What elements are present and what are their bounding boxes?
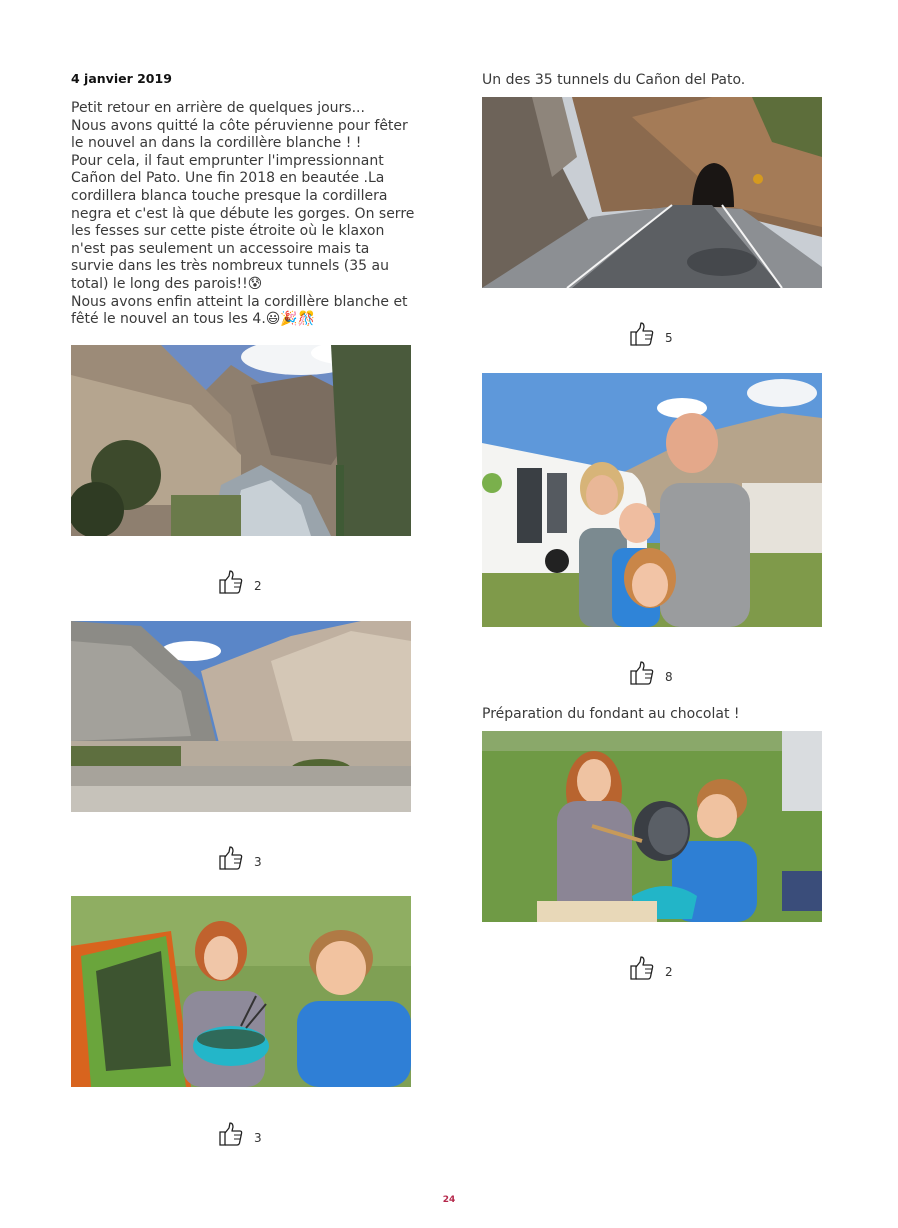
- photo-canyon-river: [71, 345, 411, 536]
- post-paragraph: Pour cela, il faut emprunter l'impressionnant Cañon del Pato. Une fin 2018 en beautée .La cordillera blanca touche presque la cordillera negra et c'est là que débute les gorges. On serre les fesses sur cette piste étroite où le klaxon n'est pas seulement un accessoire mais ta survie dans les très nombreux tunnels (35 au total) le long des parois!!😰: [71, 152, 415, 292]
- post-paragraph: Nous avons quitté la côte péruvienne pour fêter le nouvel an dans la cordillère blanche ! !: [71, 117, 408, 152]
- thumbs-up-icon[interactable]: [218, 1121, 244, 1147]
- photo-caption-fondant: Préparation du fondant au chocolat !: [482, 706, 740, 722]
- like-count: 5: [665, 331, 673, 345]
- thumbs-up-icon[interactable]: [629, 321, 655, 347]
- like-count: 2: [665, 965, 673, 979]
- like-counter[interactable]: [629, 321, 673, 347]
- thumbs-up-icon[interactable]: [629, 955, 655, 981]
- photo-caption-tunnel: Un des 35 tunnels du Cañon del Pato.: [482, 72, 746, 88]
- like-count: 3: [254, 855, 262, 869]
- like-count: 2: [254, 579, 262, 593]
- like-counter[interactable]: [218, 845, 262, 871]
- post-paragraph: Petit retour en arrière de quelques jours...: [71, 100, 365, 116]
- post-date: 4 janvier 2019: [71, 71, 172, 86]
- photo-tunnel: [482, 97, 822, 288]
- like-counter[interactable]: [629, 955, 673, 981]
- page-number: 24: [442, 1195, 456, 1205]
- photo-kids-bowl: [71, 896, 411, 1087]
- like-counter[interactable]: [218, 1121, 262, 1147]
- post-paragraph: Nous avons enfin atteint la cordillère blanche et fêté le nouvel an tous les 4.😃🎉🎊: [71, 293, 408, 328]
- like-counter[interactable]: [629, 660, 673, 686]
- photo-fondant: [482, 731, 822, 922]
- photo-family-camper: [482, 373, 822, 627]
- thumbs-up-icon[interactable]: [629, 660, 655, 686]
- thumbs-up-icon[interactable]: [218, 569, 244, 595]
- photo-canyon-rocks: [71, 621, 411, 812]
- thumbs-up-icon[interactable]: [218, 845, 244, 871]
- like-count: 8: [665, 670, 673, 684]
- like-count: 3: [254, 1131, 262, 1145]
- like-counter[interactable]: [218, 569, 262, 595]
- post-text: [71, 100, 416, 329]
